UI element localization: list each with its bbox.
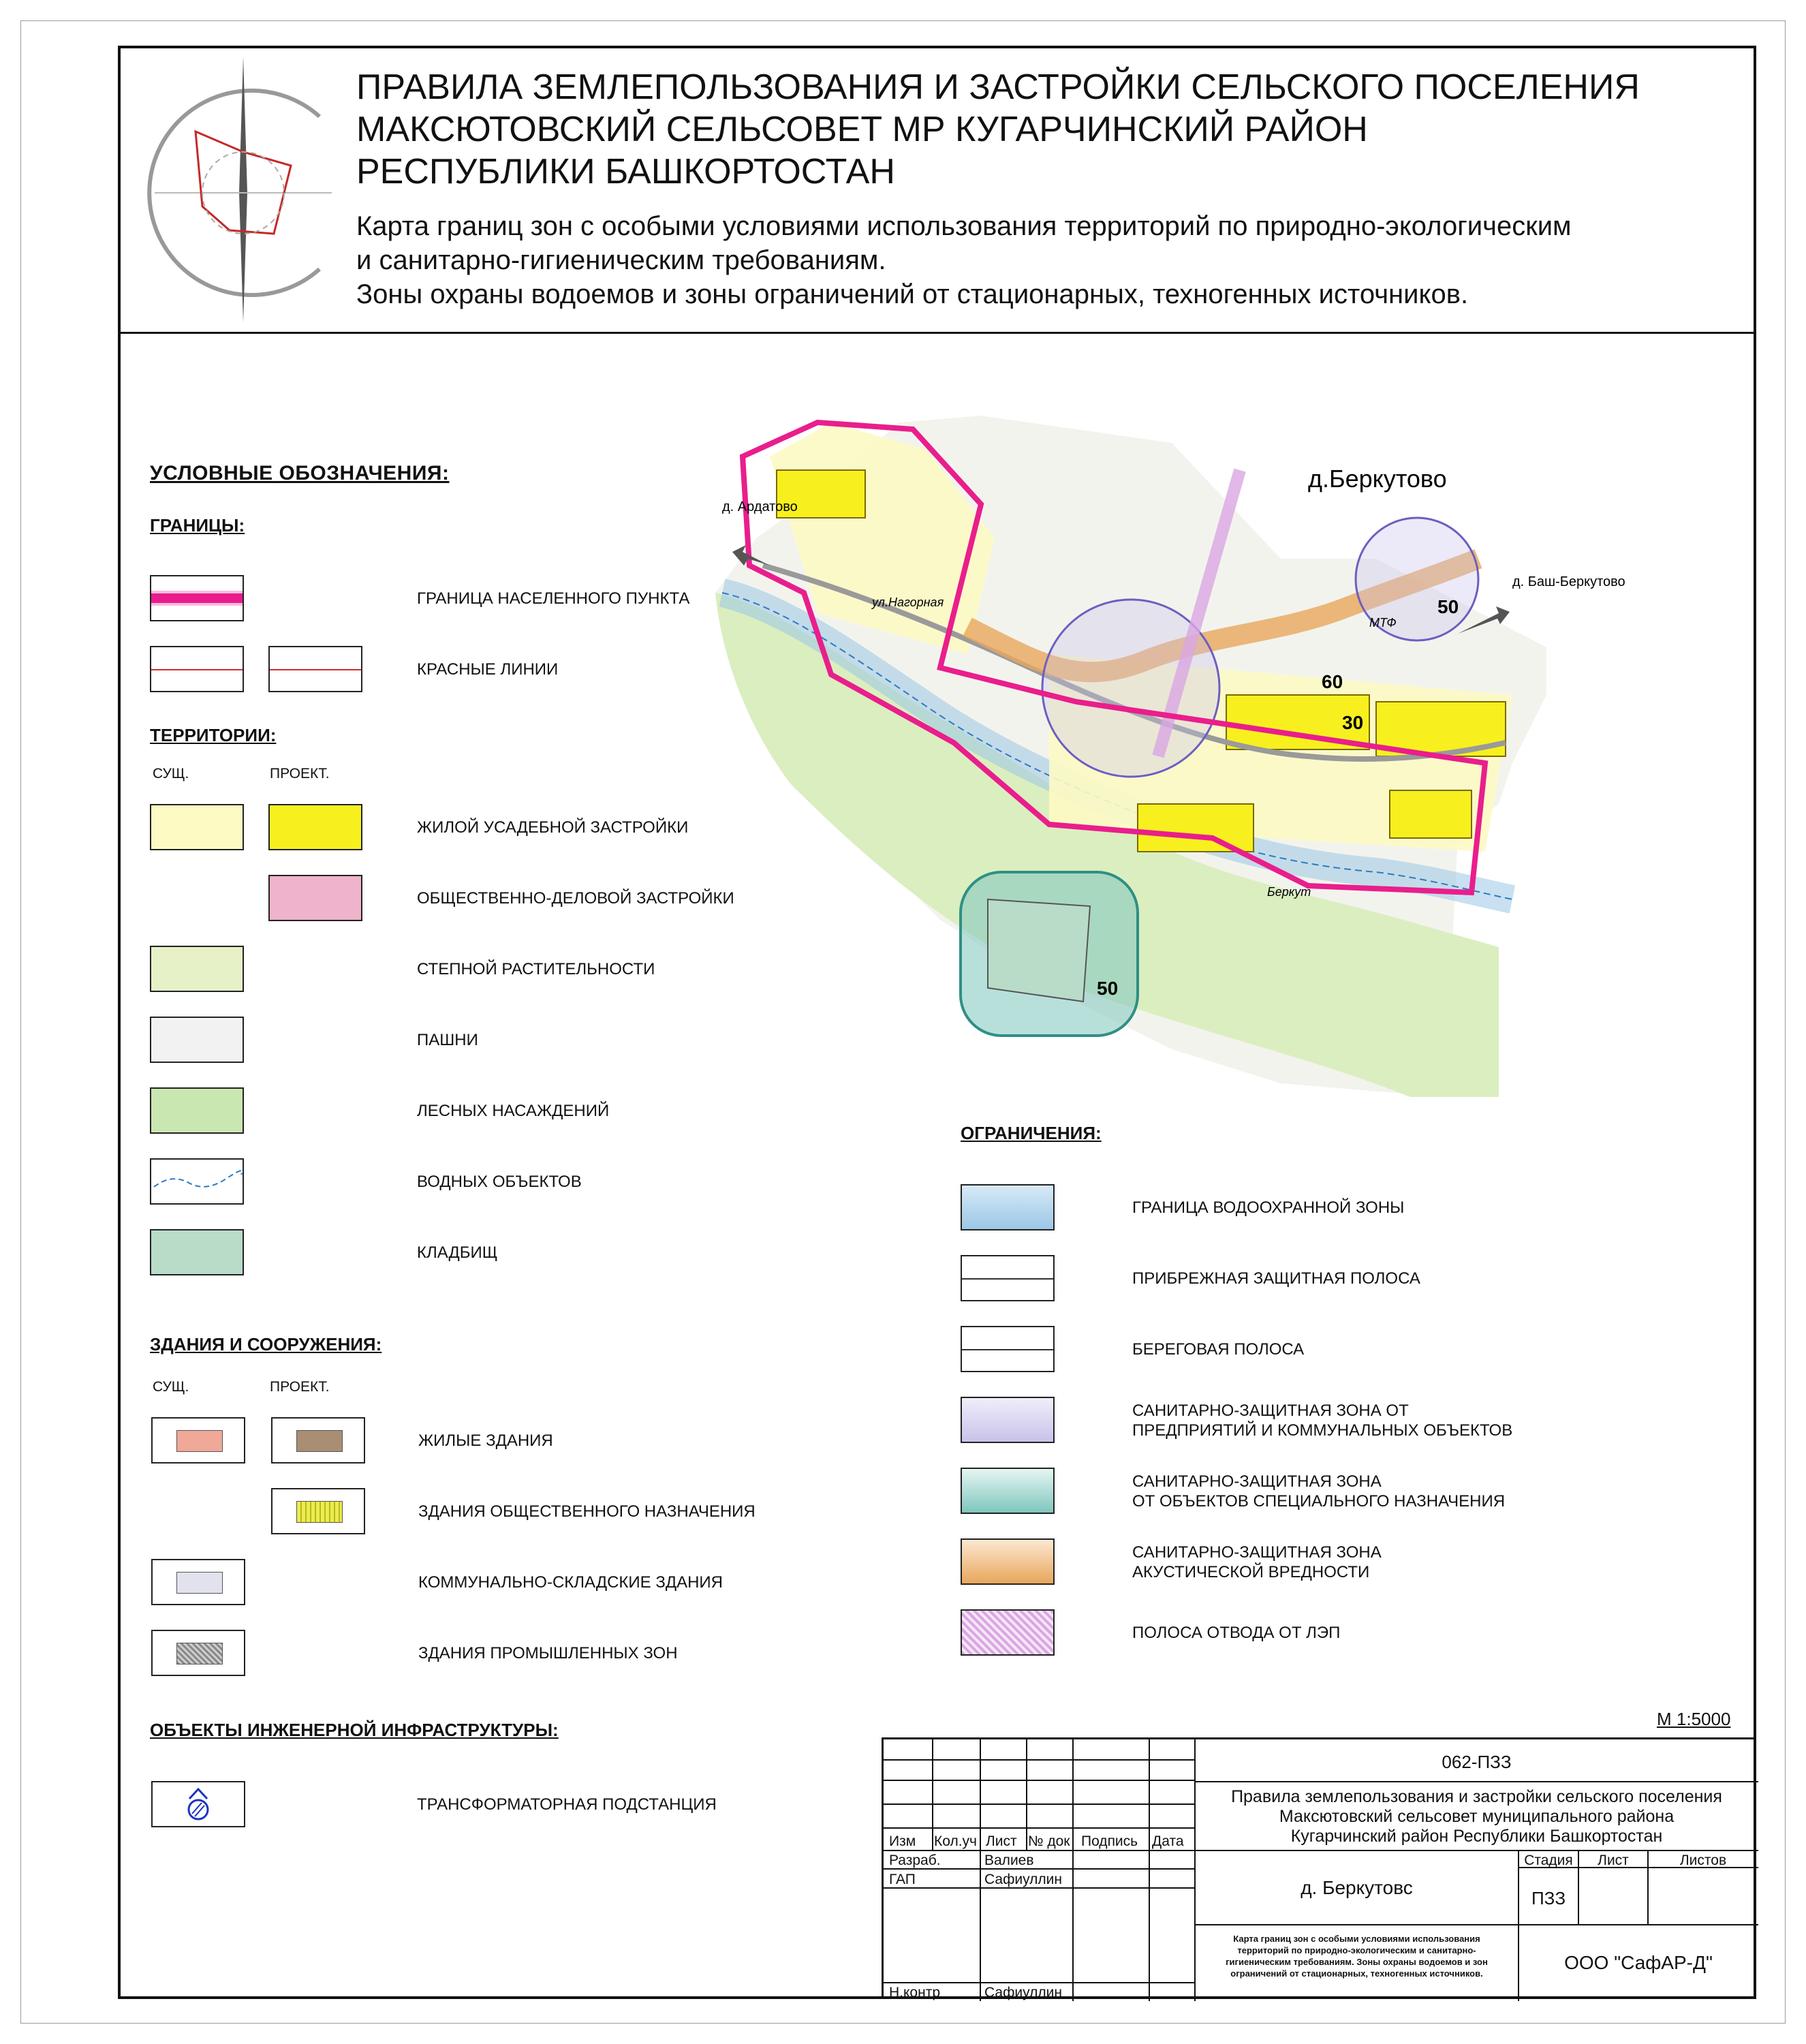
col-header: Лист — [986, 1833, 1017, 1849]
swatch-residential-building-existing — [151, 1417, 245, 1464]
village-label: д.Беркутово — [1308, 465, 1447, 493]
person-name: Валиев — [984, 1853, 1034, 1868]
col-header: Дата — [1152, 1833, 1184, 1849]
restriction-label — [1132, 1269, 1420, 1288]
river-label: Беркут — [1267, 885, 1311, 899]
legend-label: КРАСНЫЕ ЛИНИИ — [417, 660, 559, 679]
swatch-industrial-building — [151, 1630, 245, 1676]
restriction-line: ПОЛОСА ОТВОДА ОТ ЛЭП — [1132, 1624, 1341, 1642]
swatch-steppe — [150, 946, 244, 992]
swatch-residential-building-project — [271, 1417, 365, 1464]
project-title-line: Максютовский сельсовет муниципального района — [1279, 1807, 1675, 1826]
sheet-header: Лист — [1598, 1853, 1629, 1868]
role-label: Н.контр — [889, 1985, 940, 2000]
infra-title: ОБЪЕКТЫ ИНЖЕНЕРНОЙ ИНФРАСТРУКТУРЫ: — [150, 1720, 559, 1740]
swatch-coastal-protective-strip — [961, 1255, 1055, 1301]
swatch-communal-building — [151, 1559, 245, 1605]
column-existing: СУЩ. — [153, 766, 189, 781]
restriction-line: ПРЕДПРИЯТИЙ И КОММУНАЛЬНЫХ ОБЪЕКТОВ — [1132, 1421, 1513, 1440]
swatch-forest — [150, 1087, 244, 1134]
zone-width-label: 50 — [1097, 978, 1119, 999]
project-title-line: Правила землепользования и застройки сельского поселения — [1231, 1787, 1722, 1806]
sheet-description-line: гигиеническим требованиям. Зоны охраны водоемов и зон — [1226, 1957, 1488, 1967]
col-header: Кол.уч — [934, 1833, 977, 1849]
logo-compass-icon — [127, 50, 352, 329]
stage-value: ПЗЗ — [1531, 1888, 1566, 1908]
swatch-residential-existing — [150, 804, 244, 850]
header — [118, 46, 1756, 334]
cemetery — [988, 899, 1090, 1002]
role-label: Разраб. — [889, 1853, 941, 1868]
column-project: ПРОЕКТ. — [270, 766, 330, 781]
legend-label: ЖИЛОЙ УСАДЕБНОЙ ЗАСТРОЙКИ — [417, 818, 689, 837]
restriction-label — [1132, 1340, 1304, 1359]
swatch-sanitary-zone-special — [961, 1468, 1055, 1514]
legend-label: ОБЩЕСТВЕННО-ДЕЛОВОЙ ЗАСТРОЙКИ — [417, 889, 734, 908]
restriction-line: ГРАНИЦА ВОДООХРАННОЙ ЗОНЫ — [1132, 1198, 1405, 1217]
sheet-description-line: территорий по природно-экологическим и санитарно- — [1237, 1945, 1476, 1955]
territories-title: ТЕРРИТОРИИ: — [150, 725, 277, 745]
buildings-title: ЗДАНИЯ И СООРУЖЕНИЯ: — [150, 1334, 382, 1354]
swatch-water — [150, 1158, 244, 1205]
project-title-line: Кугарчинский район Республики Башкортостан — [1290, 1827, 1663, 1846]
restriction-line: ОТ ОБЪЕКТОВ СПЕЦИАЛЬНОГО НАЗНАЧЕНИЯ — [1132, 1492, 1506, 1511]
col-header: Изм — [889, 1833, 916, 1849]
legend-label: ГРАНИЦА НАСЕЛЕННОГО ПУНКТА — [417, 589, 690, 608]
swatch-public-business-project — [268, 875, 362, 921]
col-header: № док — [1028, 1833, 1070, 1849]
subtitle-line: Зоны охраны водоемов и зоны ограничений от стационарных, техногенных источников. — [356, 279, 1469, 309]
swatch-shoreline-strip — [961, 1326, 1055, 1372]
zone-width-label: 60 — [1322, 671, 1343, 692]
legend-label: ЗДАНИЯ ОБЩЕСТВЕННОГО НАЗНАЧЕНИЯ — [418, 1502, 756, 1521]
east-direction-label: д. Баш-Беркутово — [1512, 574, 1625, 589]
restrictions-title: ОГРАНИЧЕНИЯ: — [961, 1123, 1102, 1143]
col-header: Подпись — [1081, 1833, 1138, 1849]
title-line: ПРАВИЛА ЗЕМЛЕПОЛЬЗОВАНИЯ И ЗАСТРОЙКИ СЕЛЬСКОГО ПОСЕЛЕНИЯ — [356, 67, 1640, 107]
legend-label: ЖИЛЫЕ ЗДАНИЯ — [418, 1431, 553, 1450]
legend-label: ТРАНСФОРМАТОРНАЯ ПОДСТАНЦИЯ — [417, 1795, 717, 1814]
restriction-line: ПРИБРЕЖНАЯ ЗАЩИТНАЯ ПОЛОСА — [1132, 1269, 1420, 1288]
legend-label: ЗДАНИЯ ПРОМЫШЛЕННЫХ ЗОН — [418, 1644, 678, 1662]
subtitle-line: и санитарно-гигиеническим требованиям. — [356, 245, 886, 275]
swatch-cemetery — [150, 1229, 244, 1275]
restriction-label — [1132, 1472, 1505, 1511]
sheets-header: Листов — [1679, 1853, 1727, 1868]
sheet-description-line: ограничений от стационарных, техногенных источников. — [1230, 1968, 1483, 1979]
swatch-public-building-project — [271, 1488, 365, 1534]
transformer-substation-icon — [153, 1782, 244, 1826]
person-name: Сафиуллин — [984, 1872, 1062, 1887]
organization-name: ООО "СафАР-Д" — [1564, 1952, 1713, 1973]
restriction-line: БЕРЕГОВАЯ ПОЛОСА — [1132, 1340, 1305, 1359]
swatch-power-line-strip — [961, 1609, 1055, 1656]
water-line-icon — [151, 1160, 243, 1203]
column-project: ПРОЕКТ. — [270, 1379, 330, 1395]
column-existing: СУЩ. — [153, 1379, 189, 1395]
sheet-description-line: Карта границ зон с особыми условиями использования — [1233, 1934, 1480, 1944]
map-scale: М 1:5000 — [1657, 1709, 1731, 1729]
restriction-line: АКУСТИЧЕСКОЙ ВРЕДНОСТИ — [1132, 1563, 1370, 1581]
swatch-red-line-existing — [150, 646, 244, 692]
legend-label: СТЕПНОЙ РАСТИТЕЛЬНОСТИ — [417, 960, 655, 978]
swatch-red-line-project — [268, 646, 362, 692]
role-label: ГАП — [889, 1872, 916, 1887]
west-direction-label: д. Ардатово — [722, 499, 798, 514]
swatch-transformer — [151, 1781, 245, 1827]
sheet-description — [1195, 1933, 1519, 1979]
title-line: МАКСЮТОВСКИЙ СЕЛЬСОВЕТ МР КУГАРЧИНСКИЙ РАЙОН — [356, 110, 1368, 149]
project-title — [1195, 1787, 1758, 1846]
legend-label: ВОДНЫХ ОБЪЕКТОВ — [417, 1173, 582, 1191]
restriction-label — [1132, 1623, 1340, 1643]
legend-title: УСЛОВНЫЕ ОБОЗНАЧЕНИЯ: — [150, 462, 450, 484]
borders-title: ГРАНИЦЫ: — [150, 515, 245, 536]
swatch-acoustic-zone — [961, 1538, 1055, 1585]
swatch-settlement-border — [150, 575, 244, 621]
stage-header: Стадия — [1524, 1853, 1573, 1868]
farm-label: МТФ — [1369, 616, 1397, 630]
swatch-arable — [150, 1017, 244, 1063]
person-name: Сафиуллин — [984, 1985, 1062, 2000]
zone-width-label: 30 — [1342, 712, 1364, 733]
restriction-line: САНИТАРНО-ЗАЩИТНАЯ ЗОНА — [1132, 1543, 1382, 1562]
restriction-label — [1132, 1198, 1404, 1218]
document-code: 062-ПЗЗ — [1442, 1752, 1512, 1772]
restriction-label — [1132, 1543, 1382, 1582]
legend-label: КОММУНАЛЬНО-СКЛАДСКИЕ ЗДАНИЯ — [418, 1573, 723, 1592]
restriction-line: САНИТАРНО-ЗАЩИТНАЯ ЗОНА ОТ — [1132, 1402, 1409, 1420]
page-subtitle — [356, 209, 1572, 311]
map — [695, 402, 1683, 1124]
subtitle-line: Карта границ зон с особыми условиями использования территорий по природно-экологическим — [356, 211, 1572, 241]
swatch-sanitary-zone-enterprises — [961, 1397, 1055, 1443]
swatch-residential-project — [268, 804, 362, 850]
zone-width-label: 50 — [1437, 596, 1459, 617]
title-block — [882, 1737, 1756, 1999]
page-title — [356, 66, 1640, 193]
title-line: РЕСПУБЛИКИ БАШКОРТОСТАН — [356, 152, 895, 191]
street-label: ул.Нагорная — [872, 595, 944, 609]
legend-label: ПАШНИ — [417, 1031, 478, 1049]
restriction-line: САНИТАРНО-ЗАЩИТНАЯ ЗОНА — [1132, 1472, 1382, 1491]
swatch-water-protection-zone — [961, 1184, 1055, 1230]
legend-label: ЛЕСНЫХ НАСАЖДЕНИЙ — [417, 1102, 610, 1120]
restriction-label — [1132, 1401, 1512, 1440]
legend-label: КЛАДБИЩ — [417, 1243, 498, 1262]
place-name: д. Беркутовс — [1301, 1877, 1413, 1898]
